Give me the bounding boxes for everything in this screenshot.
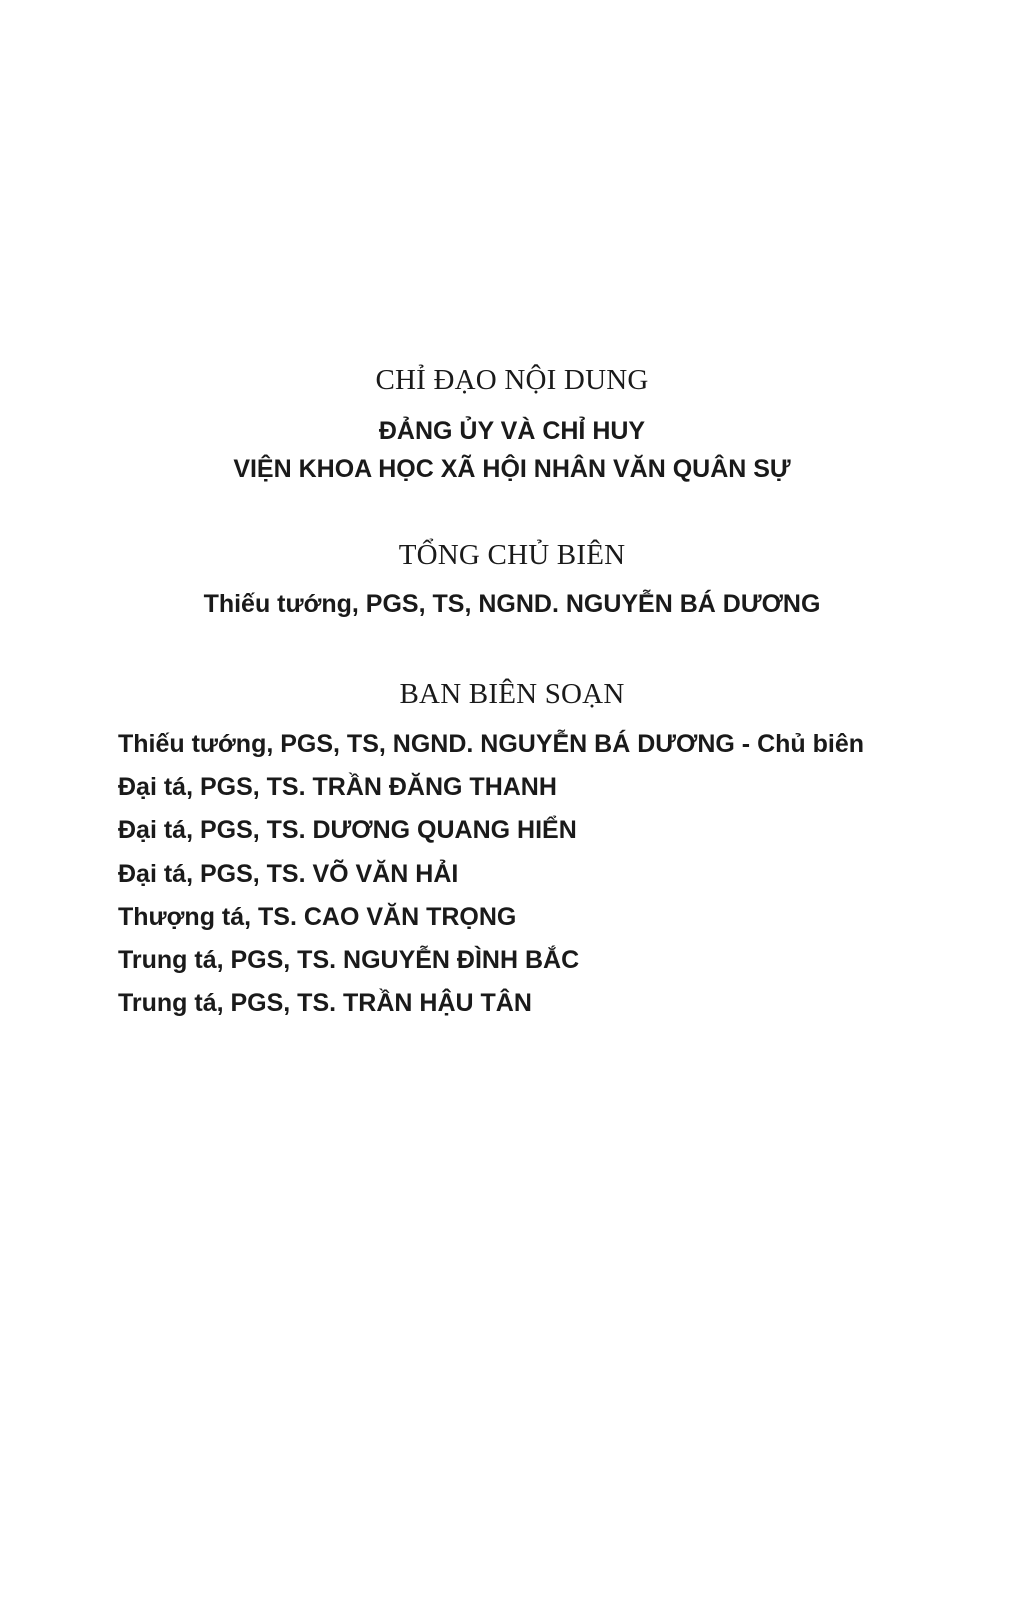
board-member: Đại tá, PGS, TS. VÕ VĂN HẢI bbox=[118, 860, 459, 888]
board-member: Thiếu tướng, PGS, TS, NGND. NGUYỄN BÁ DƯƠNG - Chủ biên bbox=[118, 730, 864, 758]
board-member: Thượng tá, TS. CAO VĂN TRỌNG bbox=[118, 903, 517, 931]
editor-in-chief-heading: TỔNG CHỦ BIÊN bbox=[398, 539, 626, 571]
board-member: Trung tá, PGS, TS. TRẦN HẬU TÂN bbox=[118, 989, 532, 1017]
editor-in-chief-name: Thiếu tướng, PGS, TS, NGND. NGUYỄN BÁ DƯƠNG bbox=[203, 590, 821, 618]
editorial-board-heading: BAN BIÊN SOẠN bbox=[399, 678, 625, 710]
board-member: Đại tá, PGS, TS. TRẦN ĐĂNG THANH bbox=[118, 773, 557, 801]
direction-line-1: ĐẢNG ỦY VÀ CHỈ HUY bbox=[378, 417, 646, 445]
direction-line-2: VIỆN KHOA HỌC XÃ HỘI NHÂN VĂN QUÂN SỰ bbox=[233, 455, 791, 483]
board-member: Đại tá, PGS, TS. DƯƠNG QUANG HIỂN bbox=[118, 816, 577, 844]
direction-heading: CHỈ ĐẠO NỘI DUNG bbox=[375, 364, 649, 396]
board-member: Trung tá, PGS, TS. NGUYỄN ĐÌNH BẮC bbox=[118, 946, 580, 974]
